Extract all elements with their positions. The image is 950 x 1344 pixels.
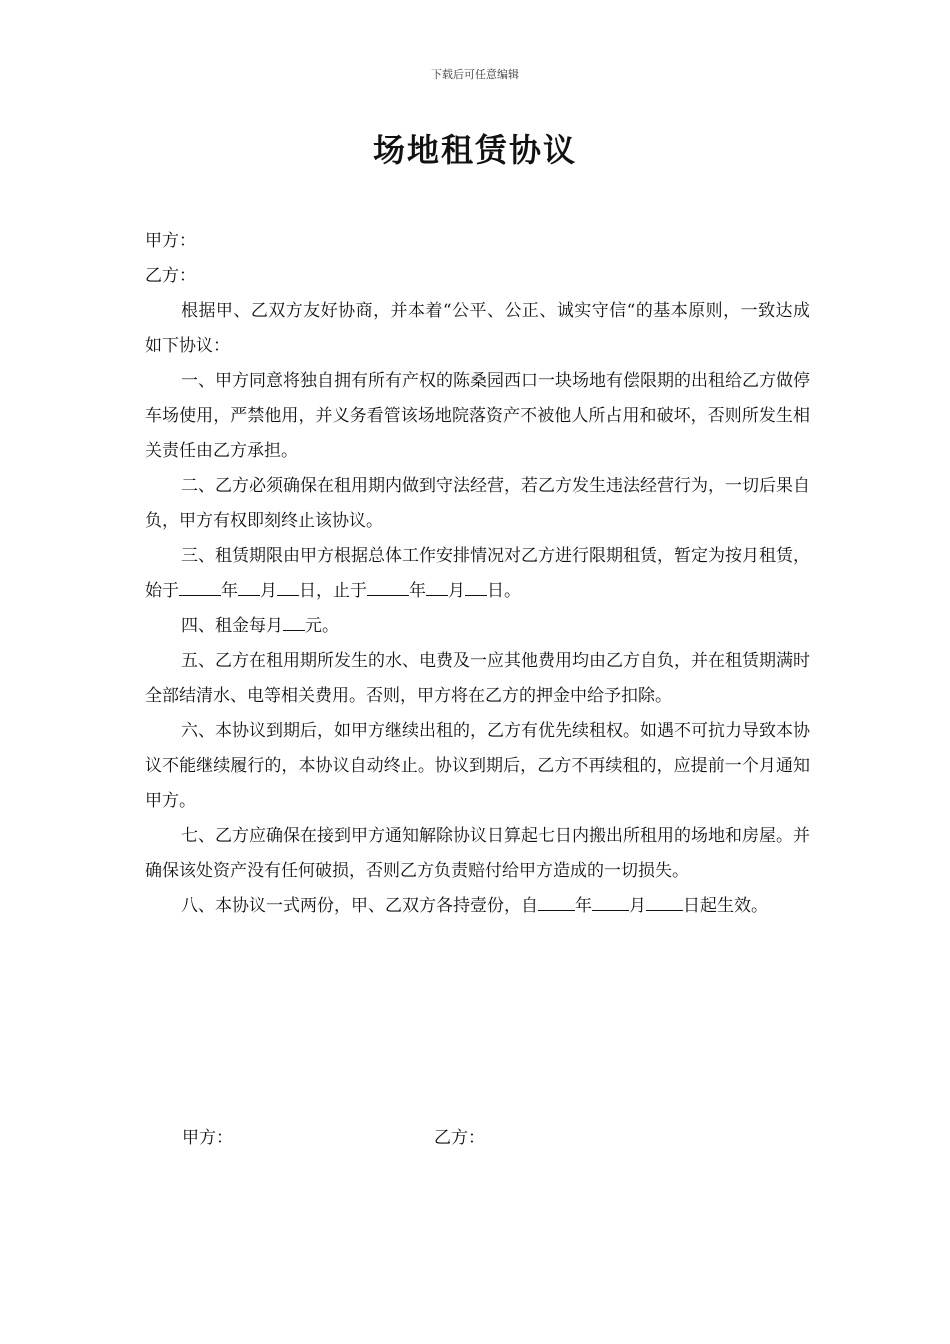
clause-3-stop-label: 日，止于 [299, 581, 367, 601]
effective-year-blank [538, 895, 575, 911]
clause-7: 七、乙方应确保在接到甲方通知解除协议日算起七日内搬出所租用的场地和房屋。并确保该处资产没有任何破损，否则乙方负责赔付给甲方造成的一切损失。 [145, 826, 810, 881]
clause-3-end-day-label: 日。 [487, 581, 521, 601]
document-body [145, 224, 810, 924]
start-month-blank [238, 580, 260, 596]
clause-8 [145, 889, 810, 924]
clause-4-text: 四、租金每月 [181, 616, 283, 636]
end-day-blank [465, 580, 487, 596]
signature-party-a: 甲方： [182, 1128, 233, 1148]
document-title: 场地租赁协议 [372, 131, 577, 169]
signature-party-b: 乙方： [434, 1128, 485, 1148]
clause-5: 五、乙方在租用期所发生的水、电费及一应其他费用均由乙方自负，并在租赁期满时全部结清水、电等相关费用。否则，甲方将在乙方的押金中给予扣除。 [145, 651, 810, 706]
start-day-blank [277, 580, 299, 596]
end-year-blank [367, 580, 409, 596]
party-a-line: 甲方： [145, 231, 196, 251]
clause-3 [145, 539, 810, 609]
clause-3-text: 三、租赁期限由甲方根据总体工作安排情况对乙方进行限期租赁，暂定为按月租赁，始于 [145, 546, 810, 601]
start-year-blank [179, 580, 221, 596]
party-b-line: 乙方： [145, 266, 196, 286]
rent-amount-blank [283, 615, 305, 631]
clause-3-month-label: 月 [260, 581, 277, 601]
clause-3-end-year-label: 年 [409, 581, 426, 601]
clause-3-year-label: 年 [221, 581, 238, 601]
clause-4-unit: 元。 [305, 616, 339, 636]
effective-month-blank [592, 895, 629, 911]
intro-paragraph: 根据甲、乙双方友好协商，并本着“公平、公正、诚实守信“的基本原则，一致达成如下协议： [145, 301, 810, 356]
effective-day-blank [646, 895, 683, 911]
clause-1: 一、甲方同意将独自拥有所有产权的陈桑园西口一块场地有偿限期的出租给乙方做停车场使用，严禁他用，并义务看管该场地院落资产不被他人所占用和破坏，否则所发生相关责任由乙方承担。 [145, 371, 810, 461]
clause-8-year-label: 年 [575, 896, 592, 916]
clause-6: 六、本协议到期后，如甲方继续出租的，乙方有优先续租权。如遇不可抗力导致本协议不能继续履行的，本协议自动终止。协议到期后，乙方不再续租的，应提前一个月通知甲方。 [145, 721, 810, 811]
end-month-blank [426, 580, 448, 596]
clause-8-text: 八、本协议一式两份，甲、乙双方各持壹份，自 [181, 896, 538, 916]
clause-8-month-label: 月 [629, 896, 646, 916]
page-header-note: 下载后可任意编辑 [431, 68, 519, 81]
clause-8-day-label: 日起生效。 [683, 896, 768, 916]
clause-3-end-month-label: 月 [448, 581, 465, 601]
clause-2: 二、乙方必须确保在租用期内做到守法经营，若乙方发生违法经营行为，一切后果自负，甲方有权即刻终止该协议。 [145, 476, 810, 531]
clause-4 [145, 609, 810, 644]
